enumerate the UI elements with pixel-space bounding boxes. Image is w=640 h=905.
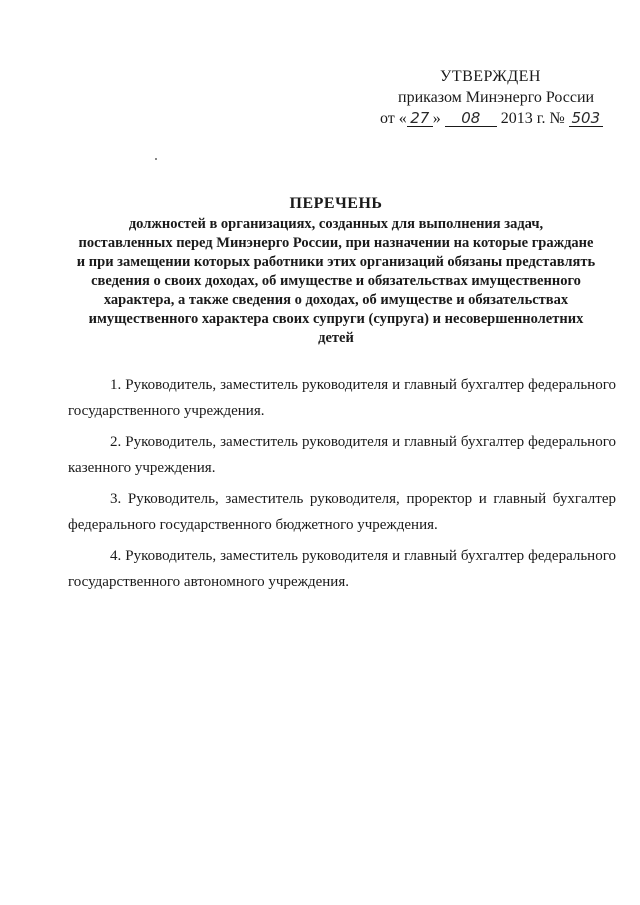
list-item	[68, 372, 616, 424]
handwritten-order-number: 503	[569, 110, 603, 127]
approval-order-text: приказом Минэнерго России	[398, 89, 595, 106]
list-item-text: 1. Руководитель, заместитель руководителя и главный бухгалтер федерального	[110, 377, 616, 393]
handwritten-month: 08	[445, 110, 497, 127]
positions-list	[68, 372, 616, 600]
scan-speck	[155, 158, 157, 160]
subtitle-line: имущественного характера своих супруги (супруга) и несовершеннолетних	[88, 311, 584, 327]
list-item-text-continued: государственного автономного учреждения.	[68, 574, 349, 590]
approval-title: УТВЕРЖДЕН	[440, 68, 541, 85]
date-prefix: от «	[380, 110, 407, 127]
date-close-quote: »	[432, 110, 441, 127]
list-item-text-continued: казенного учреждения.	[68, 460, 216, 476]
subtitle-line: характера, а также сведения о доходах, об имуществе и обязательствах	[103, 292, 569, 308]
subtitle-line: поставленных перед Минэнерго России, при назначении на которые граждане	[78, 235, 594, 251]
subtitle-line: сведения о своих доходах, об имуществе и обязательствах имущественного	[91, 273, 581, 289]
list-item-text: 2. Руководитель, заместитель руководителя и главный бухгалтер федерального	[110, 434, 616, 450]
subtitle-line: должностей в организациях, созданных для выполнения задач,	[128, 216, 544, 232]
list-item-text: 4. Руководитель, заместитель руководителя и главный бухгалтер федерального	[110, 548, 616, 564]
document-heading	[56, 194, 616, 348]
approval-date-line	[380, 108, 610, 129]
list-item-text-continued: федерального государственного бюджетного учреждения.	[68, 517, 438, 533]
subtitle-line: и при замещении которых работники этих организаций обязаны представлять	[76, 254, 596, 270]
list-item	[68, 429, 616, 481]
subtitle-line: детей	[318, 330, 354, 346]
list-item	[68, 486, 616, 538]
list-item-text-continued: государственного учреждения.	[68, 403, 265, 419]
approval-stamp	[380, 66, 610, 129]
handwritten-day: 27	[407, 110, 433, 127]
document-title: ПЕРЕЧЕНЬ	[289, 195, 383, 212]
year-text: 2013 г. №	[500, 110, 565, 127]
list-item-text: 3. Руководитель, заместитель руководителя, проректор и главный бухгалтер	[110, 491, 616, 507]
list-item	[68, 543, 616, 595]
